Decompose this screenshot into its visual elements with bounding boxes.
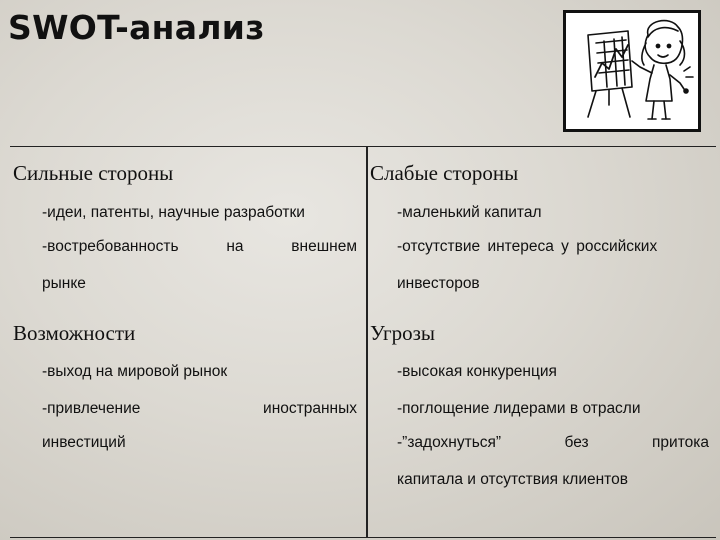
weaknesses-heading: Слабые стороны bbox=[370, 161, 519, 185]
threats-item-suffocate bbox=[397, 434, 709, 452]
opportunities-item-investment-word: -привлечение bbox=[42, 400, 141, 417]
opportunities-item-investment-continued: инвестиций bbox=[42, 434, 126, 451]
threats-item-suffocate-word: притока bbox=[652, 434, 709, 451]
strengths-heading: Сильные стороны bbox=[13, 161, 174, 185]
threats-item-absorption: -поглощение лидерами в отрасли bbox=[397, 400, 641, 417]
strengths-item-demand bbox=[42, 238, 357, 256]
opportunities-item-investment-word: иностранных bbox=[263, 400, 357, 417]
threats-item-suffocate-word: без bbox=[564, 434, 589, 451]
swot-table bbox=[10, 146, 716, 538]
threats-item-competition: -высокая конкуренция bbox=[397, 363, 557, 380]
threats-heading: Угрозы bbox=[370, 321, 436, 345]
woman-presenting-chart-icon bbox=[563, 10, 701, 132]
threats-item-suffocate-continued: капитала и отсутствия клиентов bbox=[397, 471, 628, 488]
weaknesses-item-small-capital: -маленький капитал bbox=[397, 204, 542, 221]
strengths-item-demand-continued: рынке bbox=[42, 275, 86, 292]
threats-item-suffocate-word: -”задохнуться” bbox=[397, 434, 502, 451]
opportunities-item-world-market: -выход на мировой рынок bbox=[42, 363, 228, 380]
slide-title: SWOT-анализ bbox=[8, 8, 265, 47]
weaknesses-item-no-interest: -отсутствие интереса у российских bbox=[397, 238, 658, 255]
opportunities-item-investment bbox=[42, 400, 357, 418]
strengths-item-ideas: -идеи, патенты, научные разработки bbox=[42, 204, 305, 221]
weaknesses-item-no-interest-continued: инвесторов bbox=[397, 275, 480, 292]
strengths-item-demand-word: внешнем bbox=[291, 238, 357, 255]
column-divider bbox=[366, 147, 368, 537]
strengths-item-demand-word: на bbox=[226, 238, 244, 255]
strengths-item-demand-word: -востребованность bbox=[42, 238, 179, 255]
opportunities-heading: Возможности bbox=[13, 321, 136, 345]
